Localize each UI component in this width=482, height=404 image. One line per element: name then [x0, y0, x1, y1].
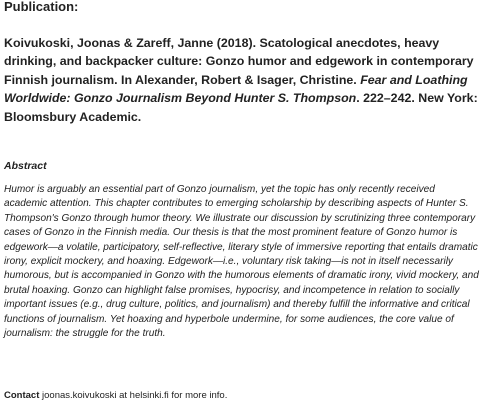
- citation: [4, 34, 478, 126]
- publication-heading: Publication:: [4, 0, 79, 14]
- citation-part2: . 222–242. New York: Bloomsbury Academic.: [4, 91, 478, 124]
- abstract-body: Humor is arguably an essential part of Gonzo journalism, yet the topic has only recently received academic attention. This chapter contributes to emerging scholarship by describing aspects of Hunter S. Thompson's Gonzo through humor theory. We illustrate our discussion by scrutinizing three contemporary cases of Gonzo in the Finnish media. Our thesis is that the most prominent feature of Gonzo humor is edgework—a volatile, participatory, self-reflective, literary style of immersive reporting that entails dramatic irony, explicit mockery, and hoaxing. Edgework—i.e., voluntary risk taking—is not in itself necessarily humorous, but is accompanied in Gonzo with the humorous elements of dramatic irony, vivid mockery, and brutal hoaxing. Gonzo can highlight false promises, hypocrisy, and incompetence in relation to socially important issues (e.g., drug culture, politics, and journalism) and thereby fulfill the informative and critical functions of journalism. Yet hoaxing and hyperbole undermine, for some audiences, the core value of journalism: the struggle for the truth.: [4, 184, 479, 340]
- contact-text: joonas.koivukoski at helsinki.fi for more info.: [39, 390, 228, 401]
- contact-line: [4, 390, 227, 402]
- citation-book-title: Fear and Loathing Worldwide: Gonzo Journalism Beyond Hunter S. Thompson: [4, 72, 468, 106]
- abstract-title: Abstract: [4, 160, 47, 172]
- contact-label: Contact: [4, 390, 40, 401]
- citation-part1: Koivukoski, Joonas & Zareff, Janne (2018). Scatological anecdotes, heavy drinking, and backpacker culture: Gonzo humor and edgework in contemporary Finnish journalism. In Alexander, Robert & Isager, Christine.: [4, 36, 474, 87]
